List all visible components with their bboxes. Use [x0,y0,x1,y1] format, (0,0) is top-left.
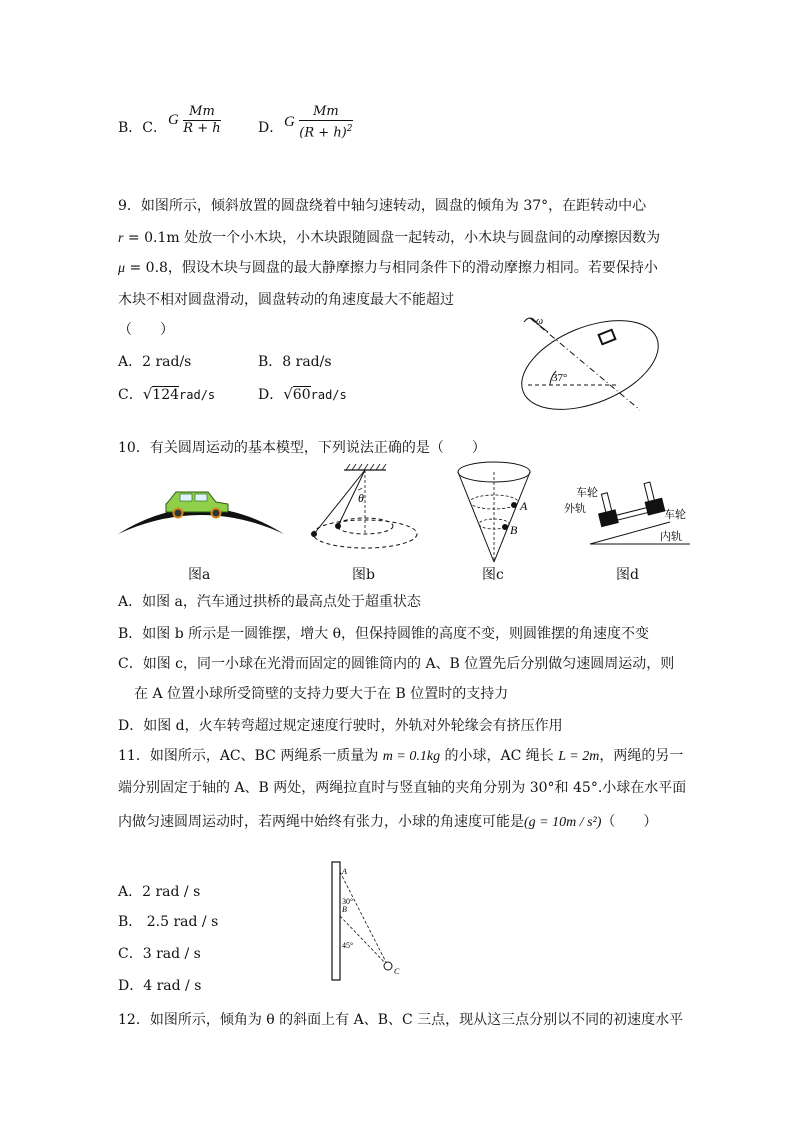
inner-wheel-icon [645,498,666,516]
q9-option-c: C．√124rad/s [118,385,216,403]
q10-caption-b: 图b [352,567,375,583]
q11-option-a: A．2 rad / s [118,884,201,900]
q9-answer-paren: （ ） [118,322,174,338]
label-wheel-right: 车轮 [664,509,686,521]
q10-figure-d-train-track [560,478,700,550]
q11-stem-line2: 端分别固定于轴的 A、B 两处，两绳拉直时与竖直轴的夹角分别为 30°和 45°.小球在水平面 [118,780,687,796]
rotation-axis [530,318,640,410]
label-outer-rail: 外轨 [564,503,586,515]
q12-stem-line1: 12．如图所示，倾角为 θ 的斜面上有 A、B、C 三点，现从这三点分别以不同的初速度水平 [118,1012,684,1028]
q10-option-c-line1: C．如图 c，同一小球在光滑而固定的圆锥筒内的 A、B 位置先后分别做匀速圆周运动，则 [118,656,675,672]
angle-label: 37° [552,372,568,384]
q11-option-b: B． 2.5 rad / s [118,914,219,930]
q9-stem-line4: 木块不相对圆盘滑动，圆盘转动的角速度最大不能超过 [118,292,454,308]
q11-two-strings-figure [326,860,406,982]
label-A: A [520,499,528,513]
q10-figure-b-conical-pendulum [300,462,430,562]
q9-option-d: D．√60rad/s [258,385,347,403]
theta-label: θ [358,491,364,505]
label-inner-rail: 内轨 [660,531,682,543]
q10-option-b: B．如图 b 所示是一圆锥摆，增大 θ，但保持圆锥的高度不变，则圆锥摆的角速度不变 [118,626,650,642]
q8-option-b: B．C． [118,120,168,136]
vertical-rod [332,862,340,980]
q11-stem-line1: 11．如图所示，AC、BC 两绳系一质量为 m = 0.1kg 的小球，AC 绳长 L = 2m，两绳的另一 [118,748,684,764]
omega-label: ω [536,316,544,327]
q9-stem-line3: μ = 0.8，假设木块与圆盘的最大静摩擦力与相同条件下的滑动摩擦力相同。若要保持小 [118,260,658,276]
label-wheel-left: 车轮 [576,487,598,499]
ball-B [502,524,508,530]
q9-stem-line2: r = 0.1m 处放一个小木块，小木块跟随圆盘一起转动，小木块与圆盘间的动摩擦因数为 [118,230,661,246]
q11-option-c: C．3 rad / s [118,946,201,962]
q8-option-c-formula: G $\frac{Mm}{R + h}$ [168,104,221,136]
outer-wheel-icon [598,509,619,527]
ball-A [511,502,517,508]
q10-option-a: A．如图 a，汽车通过拱桥的最高点处于超重状态 [118,594,421,610]
angle-45-label: 45° [342,941,354,950]
string-AC [340,872,388,966]
label-B: B [342,905,347,914]
q10-figure-a-car-bridge [118,482,288,542]
q9-option-b: B．8 rad/s [258,354,332,370]
q9-tilted-disk-figure [510,310,660,420]
ball-C [384,962,392,970]
disk-ellipse [509,303,671,427]
q8-option-d-label: D． [258,120,284,136]
label-B: B [510,523,518,537]
q10-caption-c: 图c [482,567,504,583]
wood-block [599,330,616,345]
q9-option-a: A．2 rad/s [118,354,192,370]
q10-stem: 10．有关圆周运动的基本模型，下列说法正确的是（ ） [118,440,486,456]
angle-30-label: 30° [342,897,354,906]
q8-option-d-formula: G $\frac{Mm}{(R + h)^2}$ [284,104,353,141]
q9-stem-line1: 9．如图所示，倾斜放置的圆盘绕着中轴匀速转动，圆盘的倾角为 37°，在距转动中心 [118,198,647,214]
q11-option-d: D．4 rad / s [118,978,202,994]
q10-caption-d: 图d [616,567,639,583]
label-C: C [394,967,400,976]
label-A: A [342,867,347,876]
q10-option-c-line2: 在 A 位置小球所受筒壁的支持力要大于在 B 位置时的支持力 [134,686,509,702]
q10-caption-a: 图a [188,567,211,583]
q10-option-d: D．如图 d，火车转弯超过规定速度行驶时，外轨对外轮缘会有挤压作用 [118,718,563,734]
q10-figure-c-cone [452,458,542,566]
q11-stem-line3: 内做匀速圆周运动时，若两绳中始终有张力，小球的角速度可能是(g = 10m / s²)（ ） [118,814,658,830]
